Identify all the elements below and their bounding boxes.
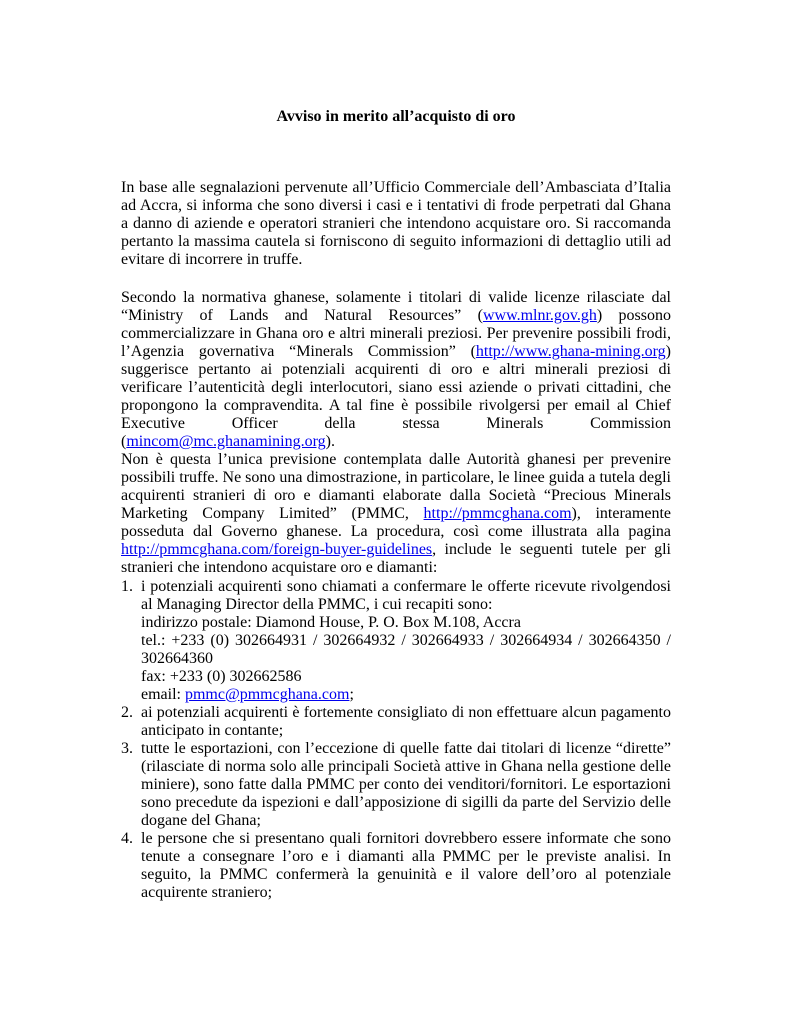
list-item-text: le persone che si presentano quali fornitori dovrebbero essere informate che sono tenute a consegnare l’oro e i diamanti alla PMMC per le previste analisi. In seguito, la PMMC confermerà la genuinità e il valore dell’oro al potenziale acquirente straniero;: [141, 830, 671, 901]
link-mlnr[interactable]: www.mlnr.gov.gh: [482, 307, 597, 324]
paragraph-intro: In base alle segnalazioni pervenute all’Ufficio Commerciale dell’Ambasciata d’Italia ad Accra, si informa che sono diversi i casi e i tentativi di frode perpetrati dal Ghana a danno di aziende e operatori stranieri che intendono acquistare oro. Si raccomanda pertanto la massima cautela si forniscono di seguito informazioni di dettaglio utili ad evitare di incorrere in truffe.: [121, 179, 671, 268]
contact-email-label: email:: [141, 686, 185, 703]
link-mincom-email[interactable]: mincom@mc.ghanamining.org: [126, 433, 326, 450]
paragraph-pmmc-text-1: Non è questa l’unica previsione contemplata dalle Autorità ghanesi per prevenire possibili truffe. Ne sono una dimostrazione, in particolare, le linee guida a tutela degli acquirenti stranieri di oro e diamanti elaborate dalla Società “Precious Minerals Marketing Company Limited” (PMMC,: [121, 451, 671, 522]
list-item-number: 4.: [121, 830, 133, 847]
list-item-text: i potenziali acquirenti sono chiamati a confermare le offerte ricevute rivolgendosi al Managing Director della PMMC, i cui recapiti sono:: [141, 578, 671, 613]
contact-email: [141, 686, 671, 704]
link-ghana-mining[interactable]: http://www.ghana-mining.org: [475, 343, 666, 360]
paragraph-pmmc-text-3: , include le seguenti tutele per gli stranieri che intendono acquistare oro e diamanti:: [121, 541, 671, 576]
paragraph-pmmc-text-2: ), interamente posseduta dal Governo ghanese. La procedura, così come illustrata alla pagina: [121, 505, 671, 540]
contact-fax: fax: +233 (0) 302662586: [141, 668, 302, 685]
guidelines-list: [121, 578, 671, 902]
paragraph-regulation-text-3: ) suggerisce pertanto ai potenziali acquirenti di oro e altri minerali preziosi di verificare l’autenticità degli interlocutori, siano essi aziende o privati cittadini, che propongono la compravendita. A tal fine è possibile rivolgersi per email al Chief Executive Officer della stessa Minerals Commission (: [121, 343, 671, 450]
list-item-text: ai potenziali acquirenti è fortemente consigliato di non effettuare alcun pagamento anticipato in contante;: [141, 704, 671, 739]
list-item: [121, 578, 671, 704]
link-foreign-buyer-guidelines[interactable]: http://pmmcghana.com/foreign-buyer-guidelines: [121, 541, 433, 558]
paragraph-regulation-text-2: ) possono commercializzare in Ghana oro e altri minerali preziosi. Per prevenire possibili frodi, l’Agenzia governativa “Minerals Commission” (: [121, 307, 671, 360]
list-item: [121, 830, 671, 902]
paragraph-regulation: [121, 289, 671, 451]
document-title: Avviso in merito all’acquisto di oro: [276, 108, 516, 125]
link-pmmcghana[interactable]: http://pmmcghana.com: [423, 505, 572, 522]
list-item: [121, 704, 671, 740]
contact-address: indirizzo postale: Diamond House, P. O. Box M.108, Accra: [141, 614, 521, 631]
list-item-text: tutte le esportazioni, con l’eccezione di quelle fatte dai titolari di licenze “dirette” (rilasciate di norma solo alle principali Società attive in Ghana nella gestione delle miniere), sono fatte dalla PMMC per conto dei venditori/fornitori. Le esportazioni sono precedute da ispezioni e dall’apposizione di sigilli da parte del Servizio delle dogane del Ghana;: [141, 740, 671, 829]
link-pmmc-email[interactable]: pmmc@pmmcghana.com: [184, 686, 350, 703]
list-item-number: 3.: [121, 740, 133, 757]
paragraph-pmmc: [121, 451, 671, 577]
paragraph-regulation-text-1: Secondo la normativa ghanese, solamente i titolari di valide licenze rilasciate dal “Ministry of Lands and Natural Resources” (: [121, 289, 671, 324]
list-item-number: 1.: [121, 578, 133, 595]
paragraph-regulation-text-4: ).: [325, 433, 335, 450]
contact-email-end: ;: [349, 686, 354, 703]
contact-phone: tel.: +233 (0) 302664931 / 302664932 / 302664933 / 302664934 / 302664350 / 302664360: [141, 632, 671, 667]
list-item-number: 2.: [121, 704, 133, 721]
list-item: [121, 740, 671, 830]
